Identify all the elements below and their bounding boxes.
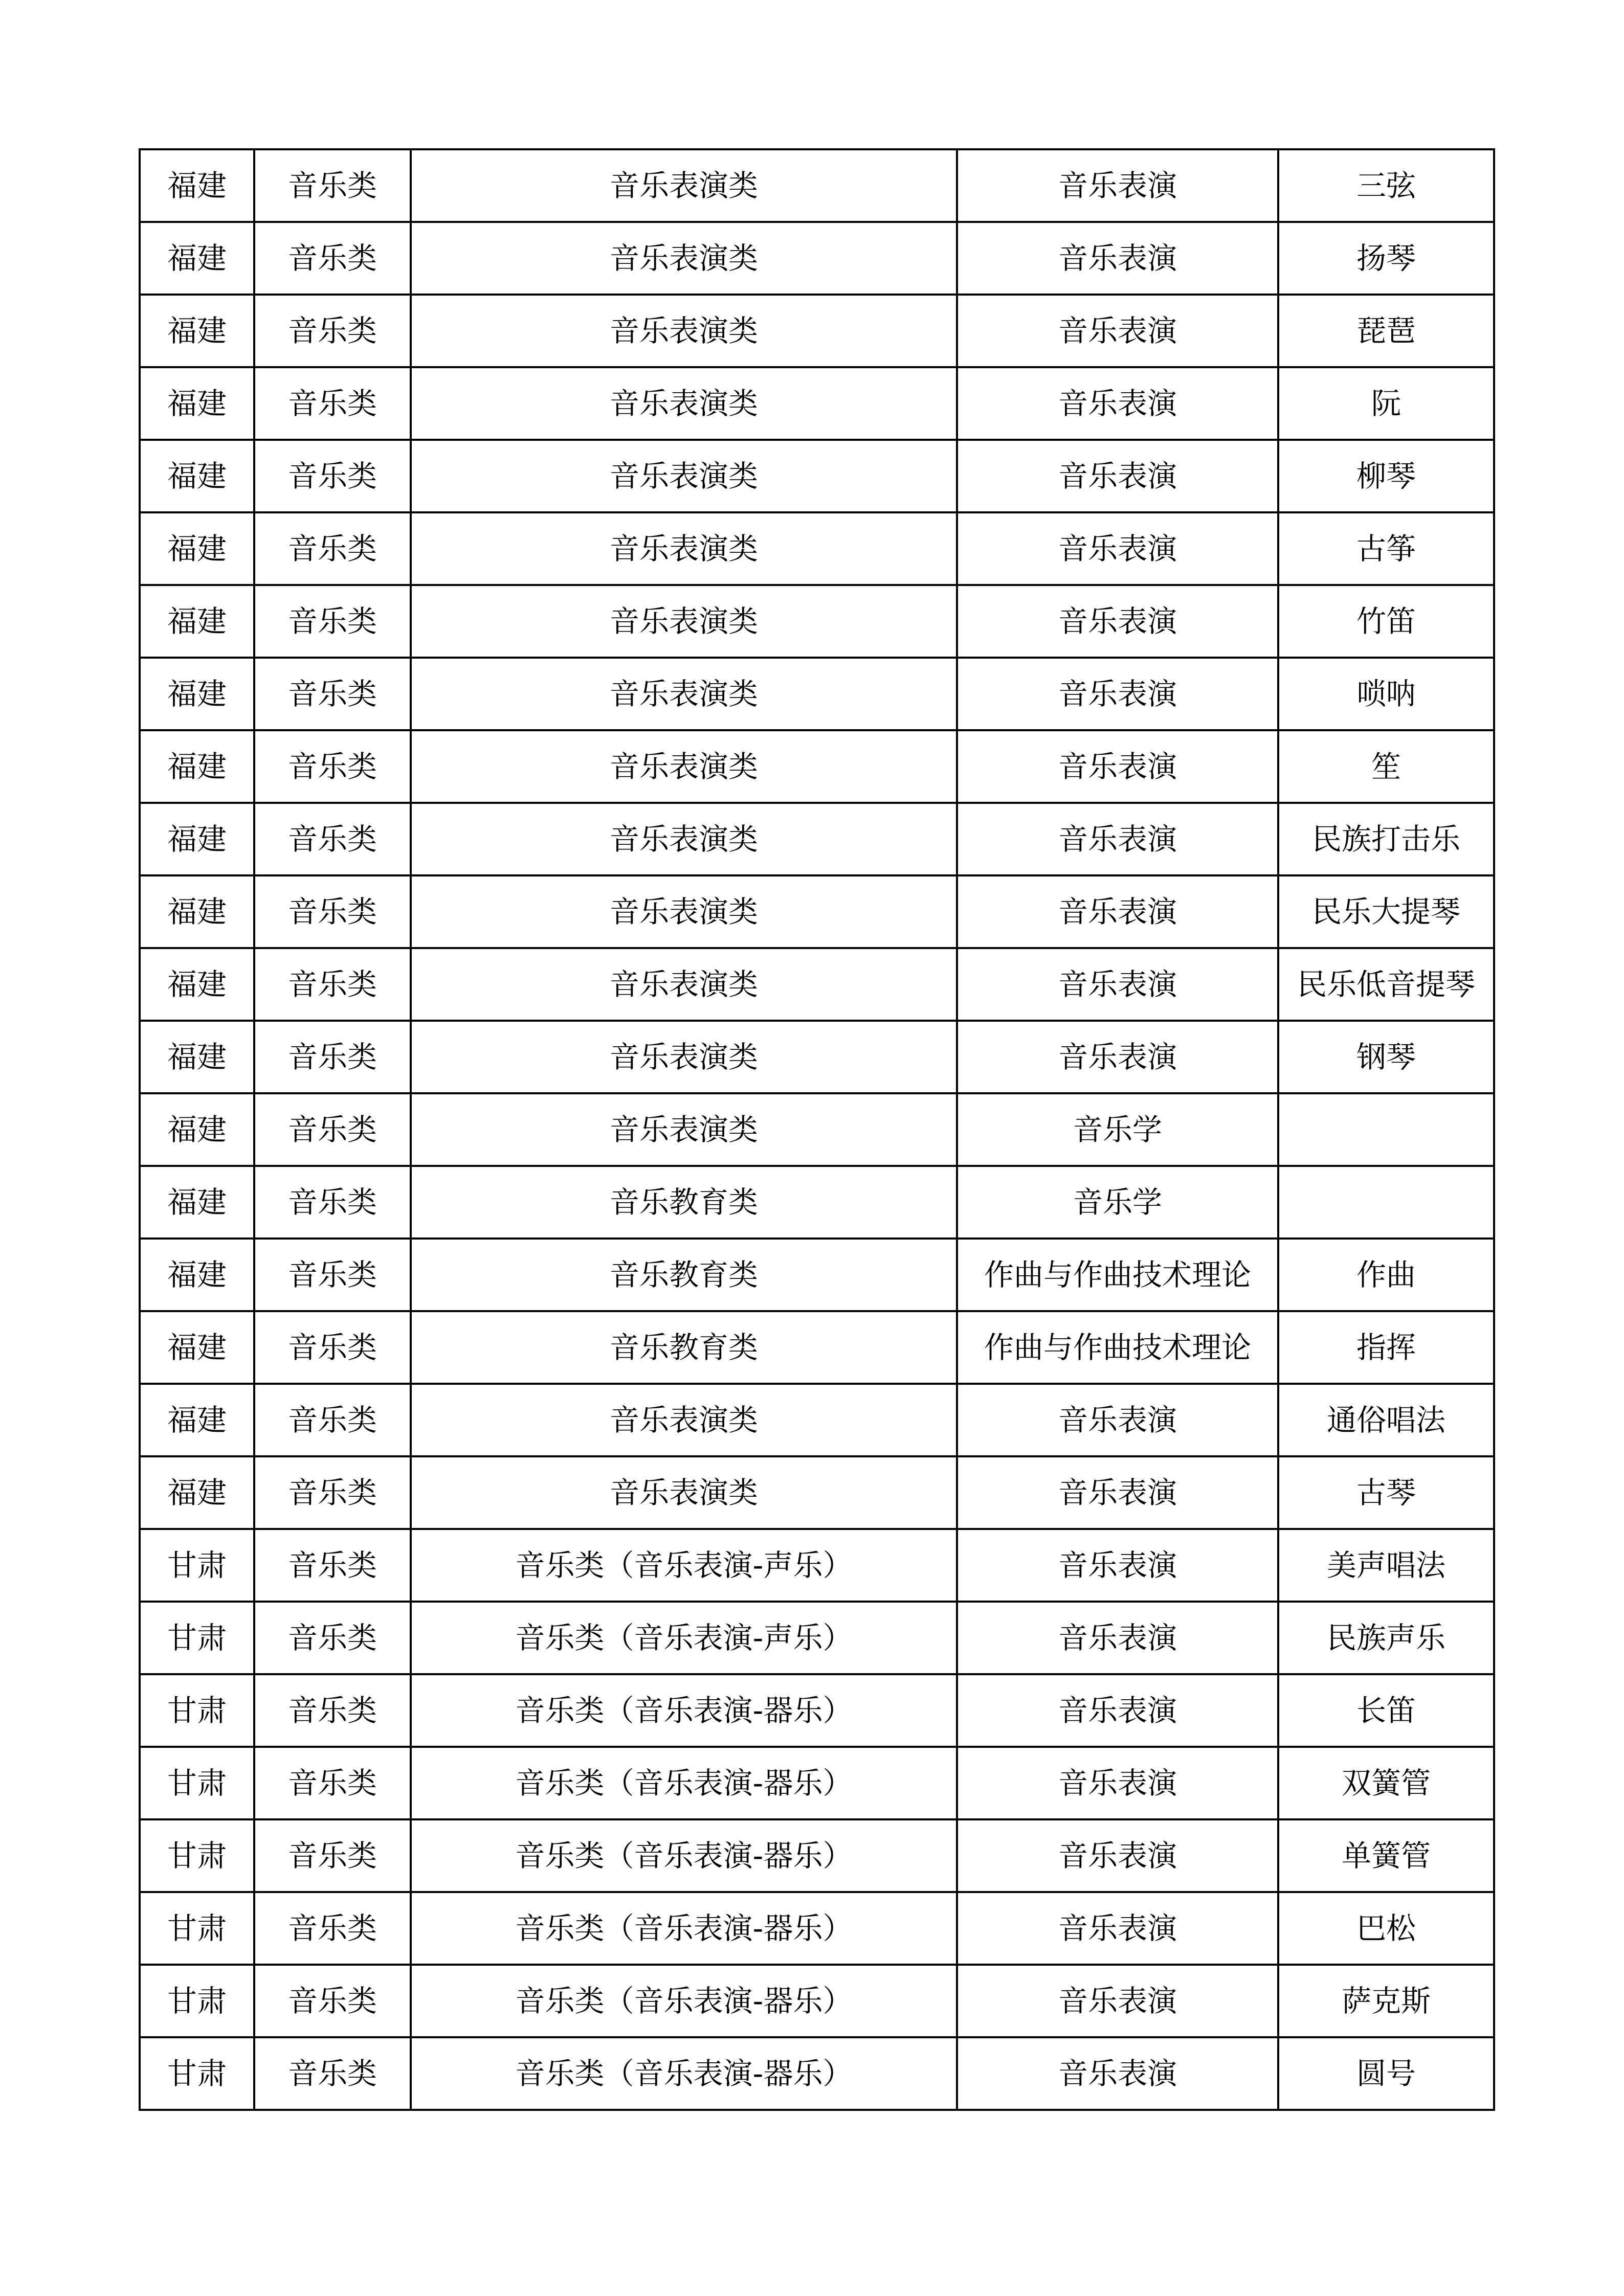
category-cell: 音乐类 [254, 1456, 411, 1529]
category-cell: 音乐类 [254, 512, 411, 585]
subcategory-cell: 音乐类（音乐表演-器乐） [411, 1819, 957, 1892]
direction-cell: 民乐大提琴 [1278, 875, 1494, 948]
major-cell: 音乐表演 [957, 1384, 1278, 1456]
direction-cell [1278, 1166, 1494, 1239]
major-cell: 音乐表演 [957, 367, 1278, 440]
category-cell: 音乐类 [254, 1674, 411, 1747]
province-cell: 福建 [140, 512, 254, 585]
major-cell: 音乐表演 [957, 730, 1278, 803]
subcategory-cell: 音乐表演类 [411, 1456, 957, 1529]
major-cell: 音乐表演 [957, 1819, 1278, 1892]
table-row [140, 948, 1494, 1021]
subcategory-cell: 音乐表演类 [411, 658, 957, 730]
table-row [140, 1747, 1494, 1819]
subcategory-cell: 音乐教育类 [411, 1311, 957, 1384]
province-cell: 福建 [140, 948, 254, 1021]
subcategory-cell: 音乐表演类 [411, 222, 957, 295]
subcategory-cell: 音乐类（音乐表演-器乐） [411, 1674, 957, 1747]
table-body [140, 149, 1494, 2110]
direction-cell: 柳琴 [1278, 440, 1494, 512]
province-cell: 福建 [140, 440, 254, 512]
direction-cell: 古琴 [1278, 1456, 1494, 1529]
direction-cell: 通俗唱法 [1278, 1384, 1494, 1456]
table-row [140, 1311, 1494, 1384]
province-cell: 甘肃 [140, 2037, 254, 2110]
category-cell: 音乐类 [254, 1166, 411, 1239]
subcategory-cell: 音乐类（音乐表演-器乐） [411, 1965, 957, 2037]
province-cell: 福建 [140, 367, 254, 440]
province-cell: 福建 [140, 658, 254, 730]
category-cell: 音乐类 [254, 1239, 411, 1311]
category-cell: 音乐类 [254, 440, 411, 512]
table-row [140, 1892, 1494, 1965]
category-cell: 音乐类 [254, 1965, 411, 2037]
direction-cell: 单簧管 [1278, 1819, 1494, 1892]
subcategory-cell: 音乐表演类 [411, 367, 957, 440]
major-cell: 音乐表演 [957, 295, 1278, 367]
major-cell: 音乐表演 [957, 585, 1278, 658]
direction-cell: 民族打击乐 [1278, 803, 1494, 875]
major-cell: 音乐表演 [957, 1529, 1278, 1602]
table-row [140, 2037, 1494, 2110]
category-cell: 音乐类 [254, 585, 411, 658]
direction-cell: 萨克斯 [1278, 1965, 1494, 2037]
province-cell: 福建 [140, 1239, 254, 1311]
province-cell: 福建 [140, 730, 254, 803]
major-cell: 音乐表演 [957, 803, 1278, 875]
major-cell: 作曲与作曲技术理论 [957, 1311, 1278, 1384]
table-row [140, 585, 1494, 658]
table-row [140, 512, 1494, 585]
direction-cell [1278, 1093, 1494, 1166]
major-cell: 音乐表演 [957, 222, 1278, 295]
subcategory-cell: 音乐表演类 [411, 803, 957, 875]
major-cell: 音乐表演 [957, 1021, 1278, 1093]
province-cell: 甘肃 [140, 1819, 254, 1892]
subcategory-cell: 音乐表演类 [411, 585, 957, 658]
subcategory-cell: 音乐类（音乐表演-声乐） [411, 1529, 957, 1602]
table-row [140, 1965, 1494, 2037]
table-row [140, 149, 1494, 222]
table-row [140, 440, 1494, 512]
category-cell: 音乐类 [254, 1747, 411, 1819]
major-cell: 音乐表演 [957, 1456, 1278, 1529]
subcategory-cell: 音乐类（音乐表演-器乐） [411, 1747, 957, 1819]
category-cell: 音乐类 [254, 222, 411, 295]
subcategory-cell: 音乐表演类 [411, 1021, 957, 1093]
direction-cell: 圆号 [1278, 2037, 1494, 2110]
province-cell: 福建 [140, 1456, 254, 1529]
major-cell: 音乐表演 [957, 1674, 1278, 1747]
major-cell: 音乐表演 [957, 948, 1278, 1021]
subcategory-cell: 音乐表演类 [411, 730, 957, 803]
province-cell: 福建 [140, 1093, 254, 1166]
major-cell: 音乐表演 [957, 1747, 1278, 1819]
direction-cell: 琵琶 [1278, 295, 1494, 367]
province-cell: 福建 [140, 1021, 254, 1093]
table-row [140, 1529, 1494, 1602]
category-cell: 音乐类 [254, 730, 411, 803]
category-cell: 音乐类 [254, 1529, 411, 1602]
subcategory-cell: 音乐类（音乐表演-器乐） [411, 2037, 957, 2110]
direction-cell: 指挥 [1278, 1311, 1494, 1384]
major-cell: 音乐学 [957, 1093, 1278, 1166]
category-cell: 音乐类 [254, 803, 411, 875]
subcategory-cell: 音乐表演类 [411, 512, 957, 585]
major-cell: 音乐表演 [957, 512, 1278, 585]
province-cell: 福建 [140, 1166, 254, 1239]
table-row [140, 1093, 1494, 1166]
direction-cell: 钢琴 [1278, 1021, 1494, 1093]
category-cell: 音乐类 [254, 367, 411, 440]
direction-cell: 唢呐 [1278, 658, 1494, 730]
province-cell: 福建 [140, 1384, 254, 1456]
subcategory-cell: 音乐表演类 [411, 1093, 957, 1166]
table-row [140, 1456, 1494, 1529]
subcategory-cell: 音乐表演类 [411, 948, 957, 1021]
major-cell: 音乐表演 [957, 1892, 1278, 1965]
direction-cell: 作曲 [1278, 1239, 1494, 1311]
province-cell: 福建 [140, 803, 254, 875]
major-cell: 音乐表演 [957, 2037, 1278, 2110]
direction-cell: 三弦 [1278, 149, 1494, 222]
major-cell: 作曲与作曲技术理论 [957, 1239, 1278, 1311]
category-cell: 音乐类 [254, 2037, 411, 2110]
province-cell: 福建 [140, 1311, 254, 1384]
major-cell: 音乐表演 [957, 1602, 1278, 1674]
direction-cell: 美声唱法 [1278, 1529, 1494, 1602]
category-cell: 音乐类 [254, 295, 411, 367]
category-cell: 音乐类 [254, 1021, 411, 1093]
province-cell: 甘肃 [140, 1529, 254, 1602]
table-row [140, 295, 1494, 367]
table-row [140, 222, 1494, 295]
province-cell: 甘肃 [140, 1602, 254, 1674]
subcategory-cell: 音乐表演类 [411, 875, 957, 948]
province-cell: 福建 [140, 222, 254, 295]
category-cell: 音乐类 [254, 1819, 411, 1892]
direction-cell: 长笛 [1278, 1674, 1494, 1747]
major-cell: 音乐表演 [957, 658, 1278, 730]
table-row [140, 1819, 1494, 1892]
subcategory-cell: 音乐表演类 [411, 1384, 957, 1456]
major-cell: 音乐表演 [957, 875, 1278, 948]
category-cell: 音乐类 [254, 1384, 411, 1456]
table-row [140, 1384, 1494, 1456]
table-row [140, 1021, 1494, 1093]
direction-cell: 扬琴 [1278, 222, 1494, 295]
table-row [140, 1239, 1494, 1311]
subcategory-cell: 音乐表演类 [411, 440, 957, 512]
province-cell: 甘肃 [140, 1674, 254, 1747]
table-row [140, 730, 1494, 803]
subcategory-cell: 音乐教育类 [411, 1166, 957, 1239]
subcategory-cell: 音乐表演类 [411, 149, 957, 222]
subcategory-cell: 音乐类（音乐表演-器乐） [411, 1892, 957, 1965]
direction-cell: 民族声乐 [1278, 1602, 1494, 1674]
province-cell: 福建 [140, 295, 254, 367]
major-cell: 音乐表演 [957, 149, 1278, 222]
province-cell: 福建 [140, 149, 254, 222]
major-cell: 音乐表演 [957, 440, 1278, 512]
category-cell: 音乐类 [254, 948, 411, 1021]
category-cell: 音乐类 [254, 1311, 411, 1384]
table-row [140, 1674, 1494, 1747]
direction-cell: 古筝 [1278, 512, 1494, 585]
major-cell: 音乐表演 [957, 1965, 1278, 2037]
table-row [140, 1602, 1494, 1674]
province-cell: 甘肃 [140, 1965, 254, 2037]
category-cell: 音乐类 [254, 875, 411, 948]
province-cell: 甘肃 [140, 1747, 254, 1819]
category-cell: 音乐类 [254, 1892, 411, 1965]
direction-cell: 双簧管 [1278, 1747, 1494, 1819]
table-row [140, 803, 1494, 875]
table-row [140, 1166, 1494, 1239]
table-row [140, 367, 1494, 440]
direction-cell: 阮 [1278, 367, 1494, 440]
province-cell: 福建 [140, 875, 254, 948]
category-cell: 音乐类 [254, 1093, 411, 1166]
table-row [140, 658, 1494, 730]
province-cell: 福建 [140, 585, 254, 658]
category-cell: 音乐类 [254, 149, 411, 222]
table-row [140, 875, 1494, 948]
major-cell: 音乐学 [957, 1166, 1278, 1239]
subcategory-cell: 音乐教育类 [411, 1239, 957, 1311]
direction-cell: 巴松 [1278, 1892, 1494, 1965]
subcategory-cell: 音乐表演类 [411, 295, 957, 367]
category-cell: 音乐类 [254, 658, 411, 730]
category-cell: 音乐类 [254, 1602, 411, 1674]
province-cell: 甘肃 [140, 1892, 254, 1965]
direction-cell: 笙 [1278, 730, 1494, 803]
direction-cell: 竹笛 [1278, 585, 1494, 658]
direction-cell: 民乐低音提琴 [1278, 948, 1494, 1021]
data-table [139, 148, 1495, 2111]
subcategory-cell: 音乐类（音乐表演-声乐） [411, 1602, 957, 1674]
